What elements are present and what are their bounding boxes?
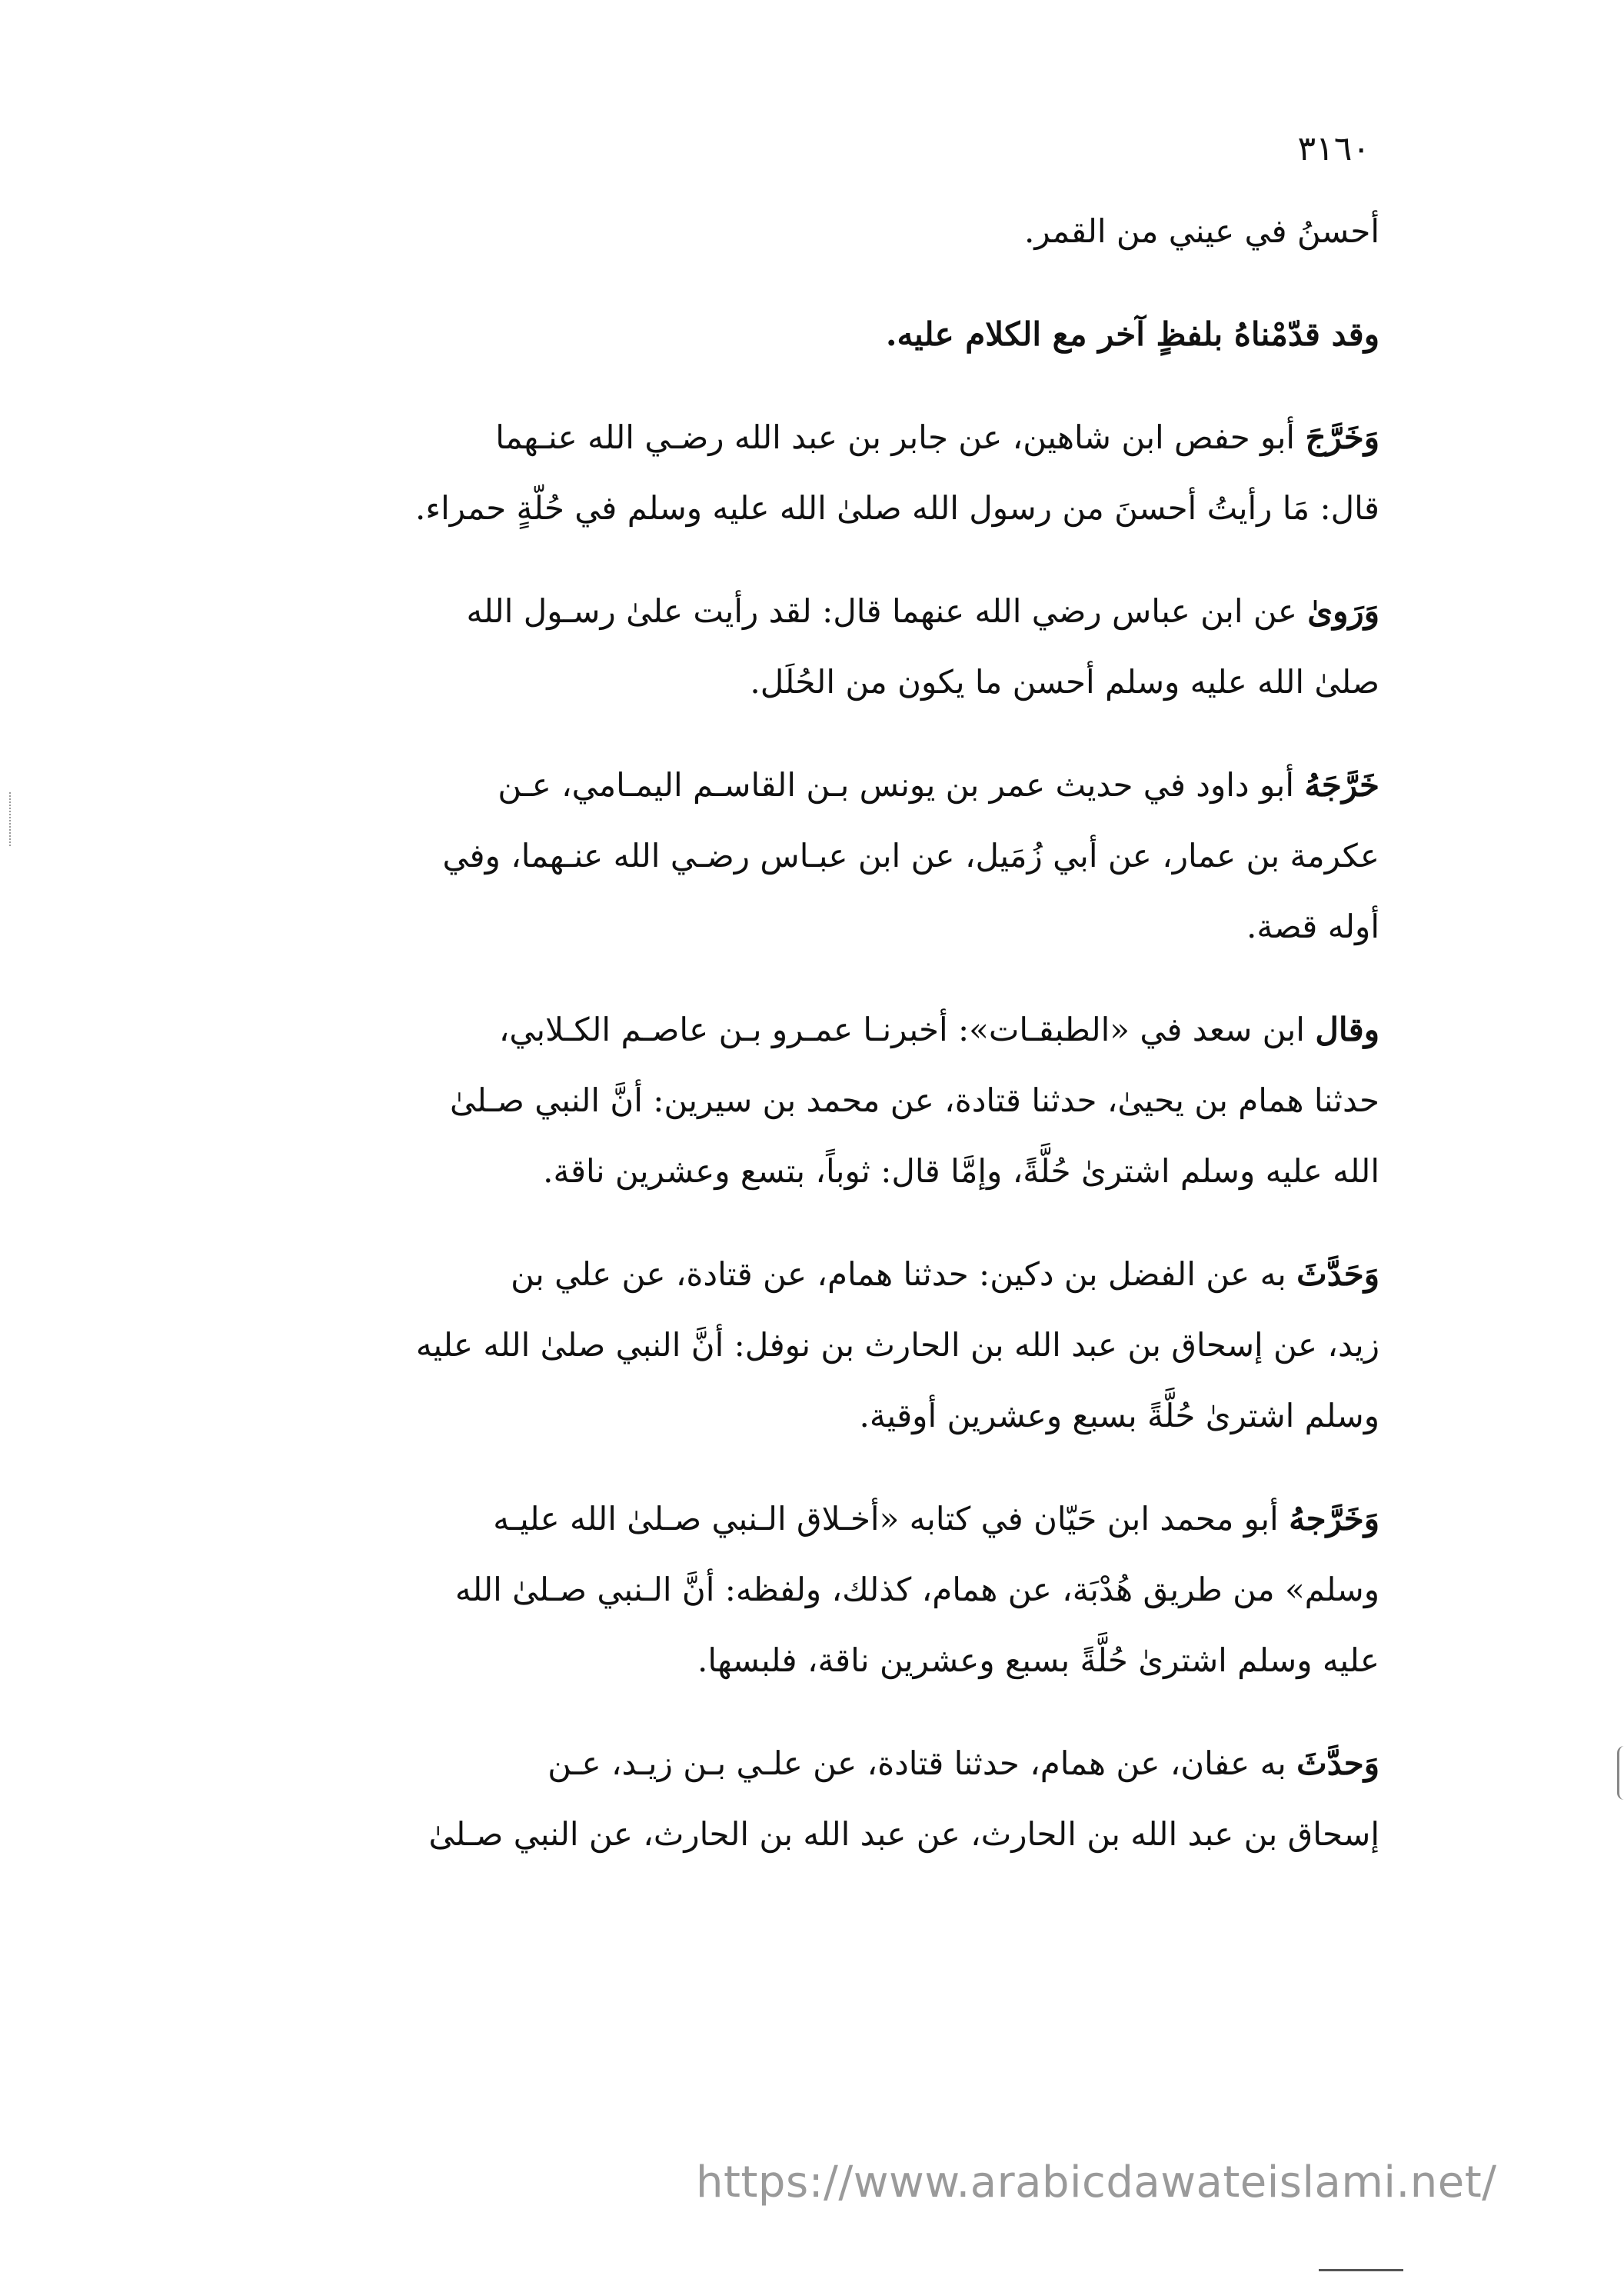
paragraph: [138, 1484, 1379, 1696]
line-text: عن ابن عباس رضي الله عنهما قال: لقد رأيت علىٰ رسـول الله: [466, 592, 1297, 630]
scan-edge-mark: [1617, 1746, 1624, 1800]
line-text: به عن الفضل بن دكين: حدثنا همام، عن قتادة، عن علي بن: [511, 1255, 1286, 1293]
text-line: [138, 1484, 1379, 1554]
text-line: [138, 1239, 1379, 1310]
line-text: أبو داود في حديث عمر بن يونس بـن القاسـم اليمـامي، عـن: [498, 766, 1295, 804]
text-line: [138, 1728, 1379, 1799]
line-text: أبو حفص ابن شاهين، عن جابر بن عبد الله رضـي الله عنـهما: [495, 418, 1296, 456]
paragraph-lead-word: وَحدَّثَ: [1296, 1744, 1379, 1782]
text-line: [138, 576, 1379, 647]
document-body: [138, 196, 1379, 1902]
text-line: [138, 299, 1379, 370]
text-line: [138, 995, 1379, 1065]
text-line: إسحاق بن عبد الله بن الحارث، عن عبد الله بن الحارث، عن النبي صـلىٰ: [428, 1815, 1379, 1853]
text-line: [138, 196, 1379, 267]
paragraph-lead-word: وَخَرَّجَ: [1305, 418, 1379, 456]
text-line: حدثنا همام بن يحيىٰ، حدثنا قتادة، عن محمد بن سيرين: أنَّ النبي صـلىٰ: [450, 1081, 1379, 1119]
paragraph-lead-word: وقال: [1315, 1011, 1379, 1048]
text-line: وسلم» من طريق هُدْبَة، عن همام، كذلك، ولفظه: أنَّ الـنبي صـلىٰ الله: [454, 1571, 1379, 1608]
text-line: عكرمة بن عمار، عن أبي زُمَيل، عن ابن عبـاس رضـي الله عنـهما، وفي: [442, 837, 1379, 875]
watermark-url: https://www.arabicdawateislami.net/: [696, 2157, 1497, 2207]
text-line: قال: مَا رأيتُ أحسنَ من رسول الله صلىٰ الله عليه وسلم في حُلّةٍ حمراء.: [415, 489, 1379, 527]
page-number: ٣١٦٠: [1297, 129, 1370, 168]
line-text: ابن سعد في «الطبقـات»: أخبرنـا عمـرو بـن عاصـم الكـلابي،: [498, 1011, 1305, 1048]
text-line: [138, 402, 1379, 473]
paragraph-lead-word: وَخَرَّجهُ: [1289, 1500, 1379, 1538]
paragraph-lead-word: وقد قدّمْناهُ بلفظٍ آخر مع الكلام عليه.: [885, 315, 1379, 353]
paragraph: [138, 402, 1379, 544]
text-line: عليه وسلم اشترىٰ حُلَّةً بسبع وعشرين ناقة، فلبسها.: [697, 1641, 1379, 1679]
paragraph: [138, 196, 1379, 267]
text-line: زيد، عن إسحاق بن عبد الله بن الحارث بن نوفل: أنَّ النبي صلىٰ الله عليه: [415, 1326, 1379, 1364]
paragraph: [138, 1239, 1379, 1451]
text-line: وسلم اشترىٰ حُلَّةً بسبع وعشرين أوقية.: [859, 1397, 1379, 1434]
footer-rule: [1319, 2269, 1403, 2271]
paragraph-lead-word: وَرَوىٰ: [1307, 592, 1379, 630]
line-text: أحسنُ في عيني من القمر.: [1024, 212, 1379, 250]
scan-margin-mark: [9, 792, 12, 846]
text-line: الله عليه وسلم اشترىٰ حُلَّةً، وإمَّا قال: ثوباً، بتسع وعشرين ناقة.: [543, 1152, 1379, 1190]
paragraph: [138, 1728, 1379, 1870]
paragraph: [138, 576, 1379, 718]
text-line: صلىٰ الله عليه وسلم أحسن ما يكون من الحُلَل.: [750, 663, 1379, 701]
text-line: أوله قصة.: [1246, 908, 1379, 945]
paragraph: [138, 750, 1379, 962]
paragraph: [138, 299, 1379, 370]
line-text: أبو محمد ابن حَيّان في كتابه «أخـلاق الـنبي صـلىٰ الله عليـه: [493, 1500, 1279, 1538]
paragraph-lead-word: وَحَدَّثَ: [1296, 1255, 1379, 1293]
paragraph-lead-word: خَرَّجَهُ: [1304, 766, 1379, 804]
line-text: به عفان، عن همام، حدثنا قتادة، عن علـي بـن زيـد، عـن: [547, 1744, 1286, 1782]
paragraph: [138, 995, 1379, 1207]
text-line: [138, 750, 1379, 821]
